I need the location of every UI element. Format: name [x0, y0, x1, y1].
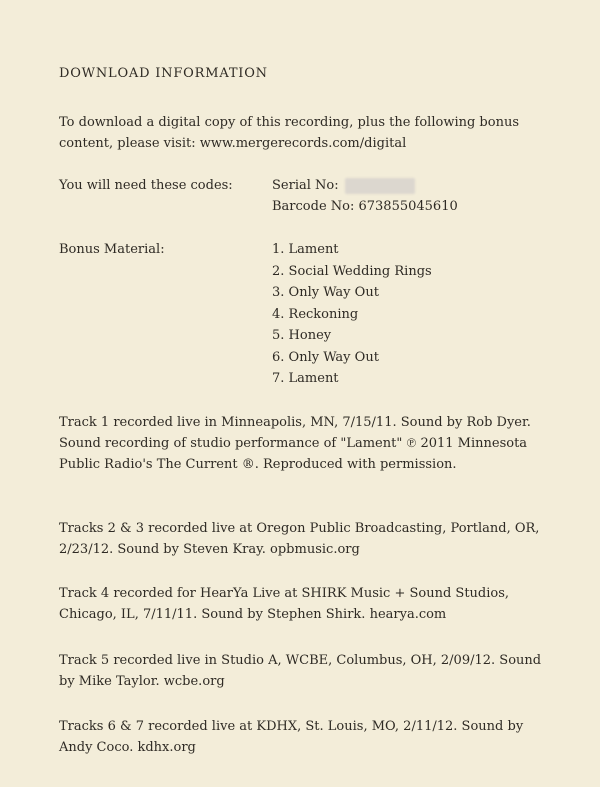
credit-tracks-2-3: Tracks 2 & 3 recorded live at Oregon Public Broadcasting, Portland, OR, 2/23/12. Sound by Steven Kray. opbmusic.org [59, 521, 540, 557]
barcode-line: Barcode No: 673855045610 [272, 199, 458, 214]
list-item: 5. Honey [272, 328, 332, 343]
bonus-label: Bonus Material: [59, 242, 165, 257]
list-item: 3. Only Way Out [272, 285, 379, 300]
credit-track-5: Track 5 recorded live in Studio A, WCBE, Columbus, OH, 2/09/12. Sound by Mike Taylor. wcbe.org [59, 653, 542, 689]
codes-label: You will need these codes: [59, 178, 233, 193]
credit-tracks-6-7: Tracks 6 & 7 recorded live at KDHX, St. Louis, MO, 2/11/12. Sound by Andy Coco. kdhx.org [59, 719, 524, 755]
list-item: 1. Lament [272, 242, 339, 257]
list-item: 7. Lament [272, 371, 339, 386]
list-item: 2. Social Wedding Rings [272, 263, 432, 279]
list-item: 6. Only Way Out [272, 349, 379, 365]
list-item: 4. Reckoning [272, 306, 359, 322]
serial-line [272, 175, 458, 196]
serial-redacted [345, 178, 415, 194]
download-intro: To download a digital copy of this recording, plus the following bonus content, please visit: www.mergerecords.com/digital [59, 115, 520, 151]
codes-values [272, 175, 458, 217]
credit-track-4: Track 4 recorded for HearYa Live at SHIRK Music + Sound Studios, Chicago, IL, 7/11/11. Sound by Stephen Shirk. hearya.com [59, 586, 510, 622]
page-title: DOWNLOAD INFORMATION [59, 66, 268, 81]
bonus-track-list [272, 239, 432, 390]
credit-track-1: Track 1 recorded live in Minneapolis, MN, 7/15/11. Sound by Rob Dyer. Sound recording of studio performance of "Lament" ℗ 2011 Minnesota Public Radio's The Current ®. Reproduced with permission. [59, 415, 531, 472]
serial-label: Serial No: [272, 178, 339, 193]
